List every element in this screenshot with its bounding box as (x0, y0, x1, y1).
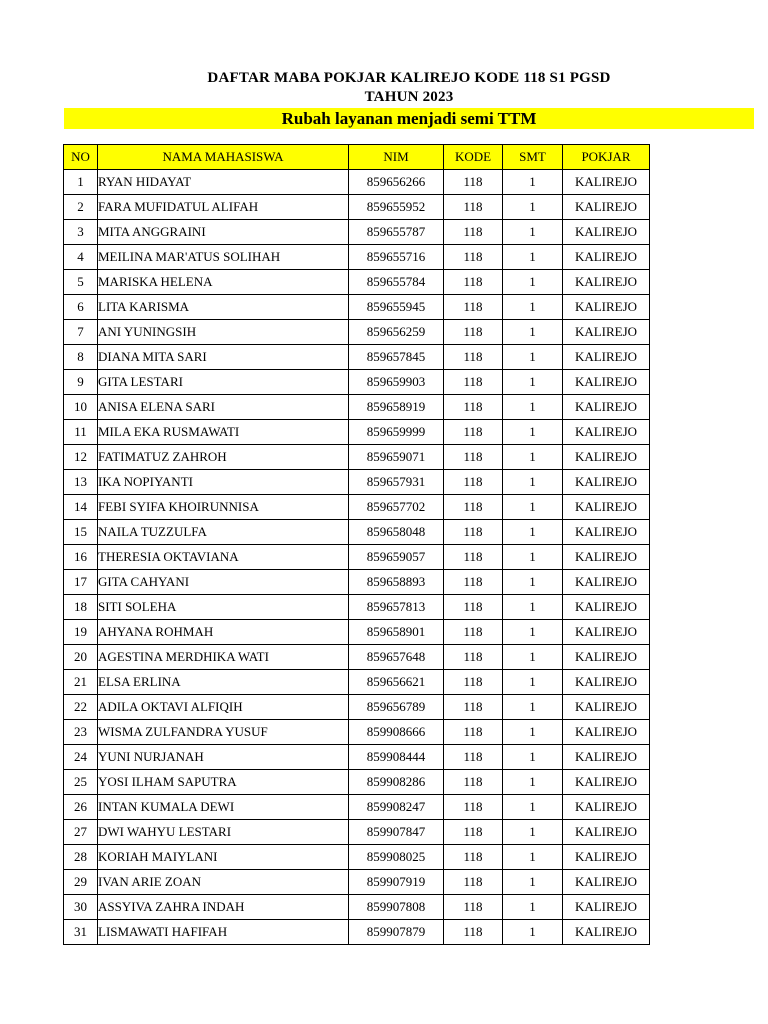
document-year: TAHUN 2023 (364, 89, 454, 105)
cell-kode: 118 (444, 695, 503, 720)
cell-pokjar: KALIREJO (563, 620, 650, 645)
cell-smt: 1 (503, 720, 563, 745)
cell-smt: 1 (503, 420, 563, 445)
table-row (64, 870, 650, 895)
cell-pokjar: KALIREJO (563, 845, 650, 870)
cell-name: ANI YUNINGSIH (98, 320, 349, 345)
cell-name: AHYANA ROHMAH (98, 620, 349, 645)
cell-smt: 1 (503, 745, 563, 770)
cell-no: 5 (64, 270, 98, 295)
cell-kode: 118 (444, 245, 503, 270)
table-row (64, 695, 650, 720)
cell-kode: 118 (444, 370, 503, 395)
cell-smt: 1 (503, 295, 563, 320)
table-row (64, 245, 650, 270)
cell-kode: 118 (444, 445, 503, 470)
cell-nim: 859907879 (349, 920, 444, 945)
cell-pokjar: KALIREJO (563, 645, 650, 670)
cell-nim: 859658901 (349, 620, 444, 645)
cell-nim: 859658893 (349, 570, 444, 595)
cell-pokjar: KALIREJO (563, 495, 650, 520)
cell-name: MARISKA HELENA (98, 270, 349, 295)
cell-pokjar: KALIREJO (563, 345, 650, 370)
cell-name: MILA EKA RUSMAWATI (98, 420, 349, 445)
cell-name: YUNI NURJANAH (98, 745, 349, 770)
cell-kode: 118 (444, 670, 503, 695)
table-row (64, 545, 650, 570)
table-row (64, 170, 650, 195)
cell-kode: 118 (444, 895, 503, 920)
cell-nim: 859655716 (349, 245, 444, 270)
table-row (64, 520, 650, 545)
cell-name: FEBI SYIFA KHOIRUNNISA (98, 495, 349, 520)
cell-name: ANISA ELENA SARI (98, 395, 349, 420)
cell-name: DIANA MITA SARI (98, 345, 349, 370)
cell-smt: 1 (503, 620, 563, 645)
cell-pokjar: KALIREJO (563, 695, 650, 720)
table-row (64, 620, 650, 645)
cell-smt: 1 (503, 395, 563, 420)
table-row (64, 570, 650, 595)
cell-nim: 859908247 (349, 795, 444, 820)
cell-name: RYAN HIDAYAT (98, 170, 349, 195)
cell-name: SITI SOLEHA (98, 595, 349, 620)
cell-no: 20 (64, 645, 98, 670)
cell-no: 6 (64, 295, 98, 320)
cell-smt: 1 (503, 670, 563, 695)
cell-nim: 859908444 (349, 745, 444, 770)
cell-nim: 859908666 (349, 720, 444, 745)
cell-no: 7 (64, 320, 98, 345)
cell-nim: 859658048 (349, 520, 444, 545)
cell-no: 13 (64, 470, 98, 495)
cell-pokjar: KALIREJO (563, 920, 650, 945)
cell-pokjar: KALIREJO (563, 370, 650, 395)
cell-pokjar: KALIREJO (563, 395, 650, 420)
cell-nim: 859656621 (349, 670, 444, 695)
table-row (64, 220, 650, 245)
cell-nim: 859908286 (349, 770, 444, 795)
cell-no: 31 (64, 920, 98, 945)
cell-smt: 1 (503, 345, 563, 370)
table-row (64, 195, 650, 220)
cell-no: 21 (64, 670, 98, 695)
student-table (63, 144, 650, 945)
cell-smt: 1 (503, 220, 563, 245)
cell-kode: 118 (444, 570, 503, 595)
cell-nim: 859907808 (349, 895, 444, 920)
column-header-no: NO (64, 145, 98, 170)
column-header-pokjar: POKJAR (563, 145, 650, 170)
cell-pokjar: KALIREJO (563, 170, 650, 195)
table-row (64, 795, 650, 820)
cell-no: 26 (64, 795, 98, 820)
table-row (64, 845, 650, 870)
table-row (64, 420, 650, 445)
cell-nim: 859657845 (349, 345, 444, 370)
table-body (64, 170, 650, 945)
cell-kode: 118 (444, 920, 503, 945)
cell-smt: 1 (503, 570, 563, 595)
cell-kode: 118 (444, 720, 503, 745)
cell-no: 11 (64, 420, 98, 445)
cell-no: 10 (64, 395, 98, 420)
cell-nim: 859659903 (349, 370, 444, 395)
cell-pokjar: KALIREJO (563, 795, 650, 820)
table-row (64, 370, 650, 395)
table-row (64, 445, 650, 470)
cell-nim: 859908025 (349, 845, 444, 870)
cell-name: THERESIA OKTAVIANA (98, 545, 349, 570)
cell-smt: 1 (503, 595, 563, 620)
cell-name: NAILA TUZZULFA (98, 520, 349, 545)
cell-name: ASSYIVA ZAHRA INDAH (98, 895, 349, 920)
cell-kode: 118 (444, 320, 503, 345)
cell-no: 8 (64, 345, 98, 370)
cell-pokjar: KALIREJO (563, 570, 650, 595)
column-header-name: NAMA MAHASISWA (98, 145, 349, 170)
cell-smt: 1 (503, 770, 563, 795)
cell-kode: 118 (444, 770, 503, 795)
cell-pokjar: KALIREJO (563, 745, 650, 770)
cell-pokjar: KALIREJO (563, 895, 650, 920)
cell-no: 24 (64, 745, 98, 770)
cell-no: 25 (64, 770, 98, 795)
cell-nim: 859656266 (349, 170, 444, 195)
cell-pokjar: KALIREJO (563, 320, 650, 345)
table-row (64, 320, 650, 345)
cell-nim: 859655787 (349, 220, 444, 245)
cell-pokjar: KALIREJO (563, 595, 650, 620)
cell-no: 3 (64, 220, 98, 245)
cell-smt: 1 (503, 695, 563, 720)
table-row (64, 295, 650, 320)
cell-kode: 118 (444, 645, 503, 670)
cell-kode: 118 (444, 345, 503, 370)
cell-name: ADILA OKTAVI ALFIQIH (98, 695, 349, 720)
cell-name: GITA LESTARI (98, 370, 349, 395)
cell-name: FARA MUFIDATUL ALIFAH (98, 195, 349, 220)
table-row (64, 745, 650, 770)
table-row (64, 595, 650, 620)
cell-nim: 859659071 (349, 445, 444, 470)
cell-smt: 1 (503, 870, 563, 895)
cell-pokjar: KALIREJO (563, 445, 650, 470)
cell-pokjar: KALIREJO (563, 520, 650, 545)
cell-no: 22 (64, 695, 98, 720)
cell-smt: 1 (503, 495, 563, 520)
cell-kode: 118 (444, 845, 503, 870)
cell-nim: 859907847 (349, 820, 444, 845)
table-row (64, 645, 650, 670)
cell-pokjar: KALIREJO (563, 870, 650, 895)
cell-nim: 859657931 (349, 470, 444, 495)
cell-pokjar: KALIREJO (563, 220, 650, 245)
cell-smt: 1 (503, 445, 563, 470)
cell-name: KORIAH MAIYLANI (98, 845, 349, 870)
cell-smt: 1 (503, 320, 563, 345)
table-header-row (64, 145, 650, 170)
cell-kode: 118 (444, 595, 503, 620)
cell-no: 29 (64, 870, 98, 895)
cell-nim: 859659057 (349, 545, 444, 570)
cell-pokjar: KALIREJO (563, 720, 650, 745)
cell-name: GITA CAHYANI (98, 570, 349, 595)
cell-kode: 118 (444, 795, 503, 820)
cell-smt: 1 (503, 920, 563, 945)
cell-pokjar: KALIREJO (563, 820, 650, 845)
cell-name: WISMA ZULFANDRA YUSUF (98, 720, 349, 745)
cell-name: ELSA ERLINA (98, 670, 349, 695)
cell-kode: 118 (444, 495, 503, 520)
cell-name: LISMAWATI HAFIFAH (98, 920, 349, 945)
cell-no: 2 (64, 195, 98, 220)
table-row (64, 720, 650, 745)
cell-name: AGESTINA MERDHIKA WATI (98, 645, 349, 670)
cell-kode: 118 (444, 745, 503, 770)
cell-kode: 118 (444, 170, 503, 195)
cell-no: 1 (64, 170, 98, 195)
cell-no: 4 (64, 245, 98, 270)
table-row (64, 345, 650, 370)
table-row (64, 770, 650, 795)
cell-smt: 1 (503, 195, 563, 220)
cell-no: 27 (64, 820, 98, 845)
cell-kode: 118 (444, 870, 503, 895)
cell-name: IKA NOPIYANTI (98, 470, 349, 495)
cell-nim: 859657648 (349, 645, 444, 670)
cell-smt: 1 (503, 845, 563, 870)
cell-smt: 1 (503, 820, 563, 845)
cell-no: 14 (64, 495, 98, 520)
cell-name: MEILINA MAR'ATUS SOLIHAH (98, 245, 349, 270)
notice-banner: Rubah layanan menjadi semi TTM (64, 108, 754, 129)
table-row (64, 820, 650, 845)
cell-no: 19 (64, 620, 98, 645)
cell-no: 30 (64, 895, 98, 920)
cell-nim: 859657813 (349, 595, 444, 620)
column-header-nim: NIM (349, 145, 444, 170)
cell-nim: 859656789 (349, 695, 444, 720)
cell-no: 16 (64, 545, 98, 570)
cell-nim: 859907919 (349, 870, 444, 895)
cell-smt: 1 (503, 545, 563, 570)
cell-no: 12 (64, 445, 98, 470)
cell-nim: 859656259 (349, 320, 444, 345)
cell-kode: 118 (444, 620, 503, 645)
cell-kode: 118 (444, 195, 503, 220)
cell-smt: 1 (503, 245, 563, 270)
cell-pokjar: KALIREJO (563, 770, 650, 795)
cell-pokjar: KALIREJO (563, 545, 650, 570)
table-row (64, 895, 650, 920)
cell-kode: 118 (444, 295, 503, 320)
cell-no: 15 (64, 520, 98, 545)
cell-smt: 1 (503, 270, 563, 295)
document-title: DAFTAR MABA POKJAR KALIREJO KODE 118 S1 PGSD (207, 70, 611, 86)
cell-kode: 118 (444, 270, 503, 295)
cell-no: 17 (64, 570, 98, 595)
table-row (64, 495, 650, 520)
cell-no: 28 (64, 845, 98, 870)
cell-pokjar: KALIREJO (563, 420, 650, 445)
cell-name: MITA ANGGRAINI (98, 220, 349, 245)
cell-pokjar: KALIREJO (563, 295, 650, 320)
cell-pokjar: KALIREJO (563, 670, 650, 695)
cell-smt: 1 (503, 645, 563, 670)
table-row (64, 270, 650, 295)
cell-name: LITA KARISMA (98, 295, 349, 320)
cell-kode: 118 (444, 395, 503, 420)
cell-kode: 118 (444, 470, 503, 495)
column-header-smt: SMT (503, 145, 563, 170)
table-row (64, 470, 650, 495)
cell-kode: 118 (444, 420, 503, 445)
table-row (64, 920, 650, 945)
cell-nim: 859655952 (349, 195, 444, 220)
cell-nim: 859655784 (349, 270, 444, 295)
cell-no: 23 (64, 720, 98, 745)
table-row (64, 395, 650, 420)
cell-no: 18 (64, 595, 98, 620)
cell-kode: 118 (444, 520, 503, 545)
table-row (64, 670, 650, 695)
cell-kode: 118 (444, 820, 503, 845)
cell-name: YOSI ILHAM SAPUTRA (98, 770, 349, 795)
cell-name: FATIMATUZ ZAHROH (98, 445, 349, 470)
cell-smt: 1 (503, 370, 563, 395)
cell-smt: 1 (503, 520, 563, 545)
cell-name: IVAN ARIE ZOAN (98, 870, 349, 895)
cell-name: INTAN KUMALA DEWI (98, 795, 349, 820)
cell-name: DWI WAHYU LESTARI (98, 820, 349, 845)
cell-pokjar: KALIREJO (563, 245, 650, 270)
cell-nim: 859655945 (349, 295, 444, 320)
column-header-kode: KODE (444, 145, 503, 170)
cell-kode: 118 (444, 220, 503, 245)
cell-nim: 859659999 (349, 420, 444, 445)
cell-smt: 1 (503, 170, 563, 195)
cell-kode: 118 (444, 545, 503, 570)
cell-smt: 1 (503, 470, 563, 495)
cell-smt: 1 (503, 795, 563, 820)
cell-nim: 859658919 (349, 395, 444, 420)
cell-pokjar: KALIREJO (563, 270, 650, 295)
cell-smt: 1 (503, 895, 563, 920)
cell-no: 9 (64, 370, 98, 395)
cell-pokjar: KALIREJO (563, 195, 650, 220)
cell-nim: 859657702 (349, 495, 444, 520)
cell-pokjar: KALIREJO (563, 470, 650, 495)
